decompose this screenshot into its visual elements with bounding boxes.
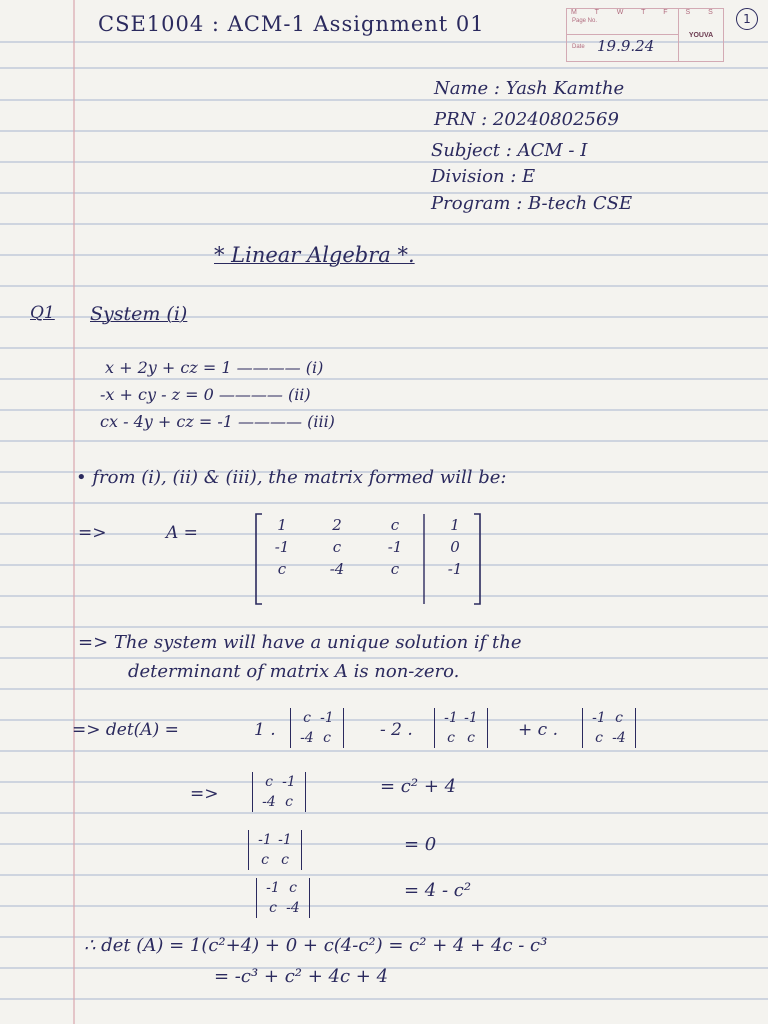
minor-3-repeat	[256, 878, 310, 918]
unique-solution-line-2: determinant of matrix A is non-zero.	[128, 661, 460, 682]
minor-cell: -1	[320, 710, 334, 726]
minor-2-repeat	[248, 830, 302, 870]
minor-2	[434, 708, 488, 748]
matrix-label: A =	[166, 523, 198, 543]
matrix-cell: c	[390, 560, 400, 578]
minor-2-result: = 0	[404, 834, 437, 855]
matrix-cell: 1	[277, 516, 287, 534]
minor-1	[290, 708, 344, 748]
student-name: Name : Yash Kamthe	[434, 78, 625, 99]
matrix-row	[256, 558, 480, 580]
minor-cell: c	[467, 730, 475, 746]
minor-1-arrow: =>	[190, 784, 219, 804]
equation-2: -x + cy - z = 0 ———— (ii)	[100, 385, 311, 404]
minor-cell: -1	[282, 774, 296, 790]
date-row	[567, 35, 679, 60]
minor-cell: -1	[258, 832, 272, 848]
minor-cell: c	[265, 774, 273, 790]
minor-cell: c	[281, 852, 289, 868]
weekday-strip: M T W T F S S	[571, 9, 721, 16]
det-coef-1: 1 .	[254, 720, 276, 740]
page-date-box	[566, 8, 724, 62]
minor-cell: -1	[278, 832, 292, 848]
matrix-cell: -4	[329, 560, 345, 578]
unique-solution-line-1: => The system will have a unique solution if the	[78, 632, 522, 653]
minor-cell: c	[303, 710, 311, 726]
minor-3-result: = 4 - c²	[404, 880, 472, 901]
matrix-cell: 1	[450, 516, 460, 534]
brand-logo: YOUVA	[678, 9, 723, 61]
minor-cell: c	[261, 852, 269, 868]
student-program: Program : B-tech CSE	[431, 193, 633, 214]
final-det-line-1: ∴ det (A) = 1(c²+4) + 0 + c(4-c²) = c² + 4 + 4c - c³	[84, 935, 548, 956]
matrix-cell: c	[332, 538, 342, 556]
augmented-matrix	[252, 510, 484, 608]
final-det-line-2: = -c³ + c² + 4c + 4	[214, 966, 389, 987]
matrix-cell: -1	[387, 538, 403, 556]
matrix-row	[256, 536, 480, 558]
minor-cell: -1	[444, 710, 458, 726]
minor-cell: -4	[262, 794, 276, 810]
minor-cell: c	[323, 730, 331, 746]
date-value: 19.9.24	[597, 37, 655, 55]
matrix-intro: • from (i), (ii) & (iii), the matrix formed will be:	[76, 467, 507, 488]
matrix-cell: 2	[332, 516, 342, 534]
minor-cell: c	[447, 730, 455, 746]
minor-cell: -1	[464, 710, 478, 726]
matrix-cell: c	[277, 560, 287, 578]
minor-cell: -4	[300, 730, 314, 746]
page-number-circle: 1	[736, 8, 758, 30]
system-title: System (i)	[90, 303, 188, 325]
minor-cell: c	[615, 710, 623, 726]
matrix-cell: 0	[450, 538, 460, 556]
question-label: Q1	[30, 303, 55, 323]
minor-cell: c	[289, 880, 297, 896]
date-label: Date	[572, 44, 585, 50]
det-label: => det(A) =	[72, 720, 179, 740]
student-division: Division : E	[431, 166, 536, 187]
minor-cell: c	[269, 900, 277, 916]
det-coef-3: + c .	[518, 720, 558, 740]
matrix-cell: -1	[274, 538, 290, 556]
student-subject: Subject : ACM - I	[431, 140, 588, 161]
implies-arrow: =>	[78, 523, 107, 543]
matrix-cell: -1	[447, 560, 463, 578]
matrix-row	[256, 514, 480, 536]
page-no-label: Page No.	[572, 18, 598, 24]
page-no-row	[567, 9, 679, 35]
minor-cell: c	[285, 794, 293, 810]
minor-3	[582, 708, 636, 748]
minor-cell: -4	[612, 730, 626, 746]
section-title: * Linear Algebra *.	[214, 243, 415, 267]
minor-cell: -4	[286, 900, 300, 916]
matrix-cell: c	[390, 516, 400, 534]
minor-1-result: = c² + 4	[380, 776, 457, 797]
minor-1-repeat	[252, 772, 306, 812]
matrix-table	[256, 514, 480, 580]
assignment-title: CSE1004 : ACM-1 Assignment 01	[98, 12, 485, 36]
minor-cell: c	[595, 730, 603, 746]
minor-cell: -1	[592, 710, 606, 726]
det-coef-2: - 2 .	[380, 720, 413, 740]
minor-cell: -1	[266, 880, 280, 896]
student-prn: PRN : 20240802569	[434, 109, 619, 130]
equation-3: cx - 4y + cz = -1 ———— (iii)	[100, 412, 335, 431]
equation-1: x + 2y + cz = 1 ———— (i)	[105, 358, 324, 377]
